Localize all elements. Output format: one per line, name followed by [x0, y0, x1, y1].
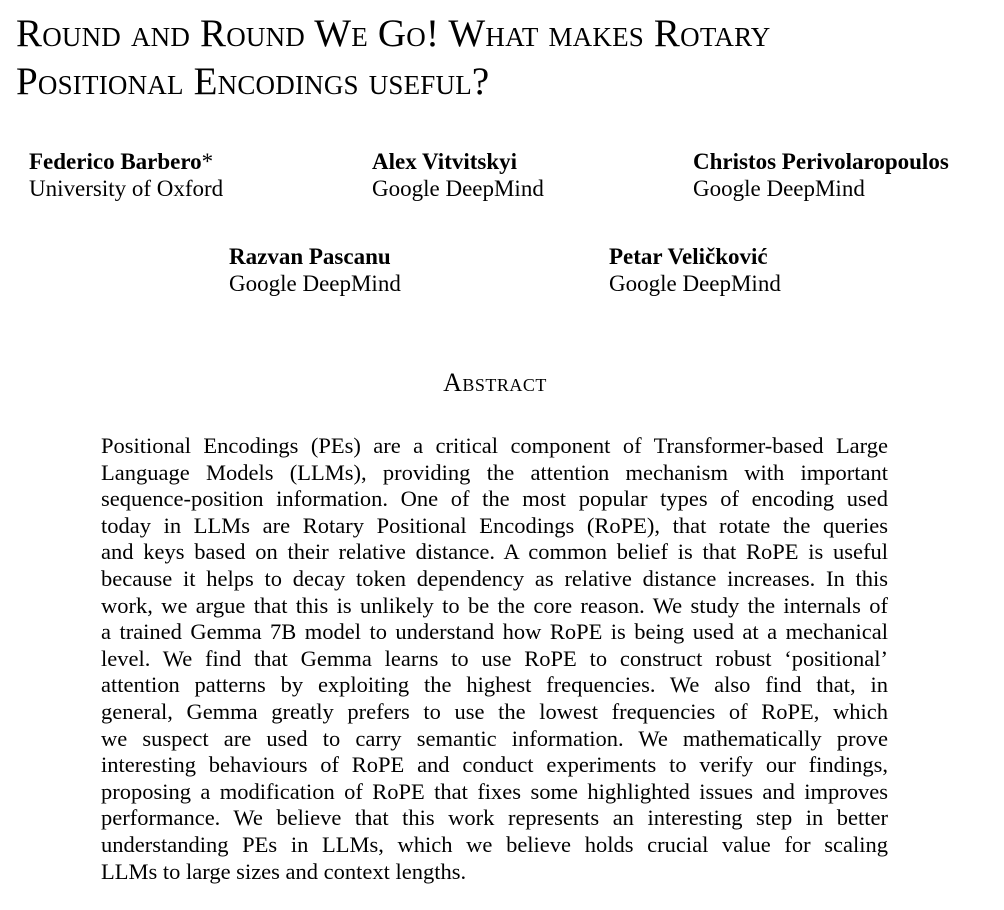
- abstract-line: level. We find that Gemma learns to use RoPE to construct robust ‘positional’: [101, 645, 888, 671]
- abstract-line: performance. We believe that this work represents an interesting step in better: [101, 805, 888, 831]
- author-name: Razvan Pascanu: [229, 244, 391, 269]
- author-block-vitvitskyi: [372, 148, 544, 202]
- abstract-line: LLMs to large sizes and context lengths.: [101, 858, 467, 884]
- author-name: Petar Veličković: [609, 244, 768, 269]
- abstract-heading: Abstract: [443, 368, 547, 397]
- abstract-line: because it helps to decay token dependency as relative distance increases. In this: [101, 565, 888, 591]
- author-footnote-mark: *: [201, 149, 214, 174]
- author-block-barbero: [29, 148, 223, 202]
- abstract-line: work, we argue that this is unlikely to be the core reason. We study the internals of: [101, 592, 888, 618]
- author-affiliation: Google DeepMind: [229, 271, 401, 296]
- abstract-line: a trained Gemma 7B model to understand how RoPE is being used at a mechanical: [101, 619, 888, 645]
- author-name: Christos Perivolaropoulos: [693, 149, 949, 174]
- paper-title: [16, 10, 991, 106]
- abstract-line: interesting behaviours of RoPE and conduct experiments to verify our findings,: [101, 752, 888, 778]
- abstract-line: Positional Encodings (PEs) are a critical component of Transformer-based Large: [101, 433, 888, 458]
- author-name: Alex Vitvitskyi: [372, 149, 518, 174]
- abstract-line: proposing a modification of RoPE that fixes some highlighted issues and improves: [101, 778, 888, 804]
- abstract-line: and keys based on their relative distance. A common belief is that RoPE is useful: [101, 539, 888, 565]
- abstract-line: attention patterns by exploiting the highest frequencies. We also find that, in: [101, 672, 888, 698]
- author-affiliation: University of Oxford: [29, 176, 224, 201]
- author-name: Federico Barbero*: [29, 149, 214, 174]
- paper-title-line-2: Positional Encodings useful?: [16, 60, 490, 103]
- author-affiliation: Google DeepMind: [372, 176, 544, 201]
- author-block-perivolaropoulos: [693, 148, 949, 202]
- abstract-line: sequence-position information. One of the most popular types of encoding used: [101, 486, 888, 512]
- author-block-velickovic: [609, 243, 781, 297]
- paper-title-line-1: Round and Round We Go! What makes Rotary: [16, 12, 771, 55]
- abstract-line: general, Gemma greatly prefers to use the lowest frequencies of RoPE, which: [101, 698, 888, 724]
- abstract-line: understanding PEs in LLMs, which we believe holds crucial value for scaling: [101, 831, 888, 857]
- abstract-line: today in LLMs are Rotary Positional Encodings (RoPE), that rotate the queries: [101, 512, 888, 538]
- author-affiliation: Google DeepMind: [609, 271, 781, 296]
- author-block-pascanu: [229, 243, 401, 297]
- abstract-line: we suspect are used to carry semantic information. We mathematically prove: [101, 725, 888, 751]
- abstract-line: Language Models (LLMs), providing the attention mechanism with important: [101, 459, 888, 485]
- author-affiliation: Google DeepMind: [693, 176, 865, 201]
- abstract-body: [101, 433, 888, 885]
